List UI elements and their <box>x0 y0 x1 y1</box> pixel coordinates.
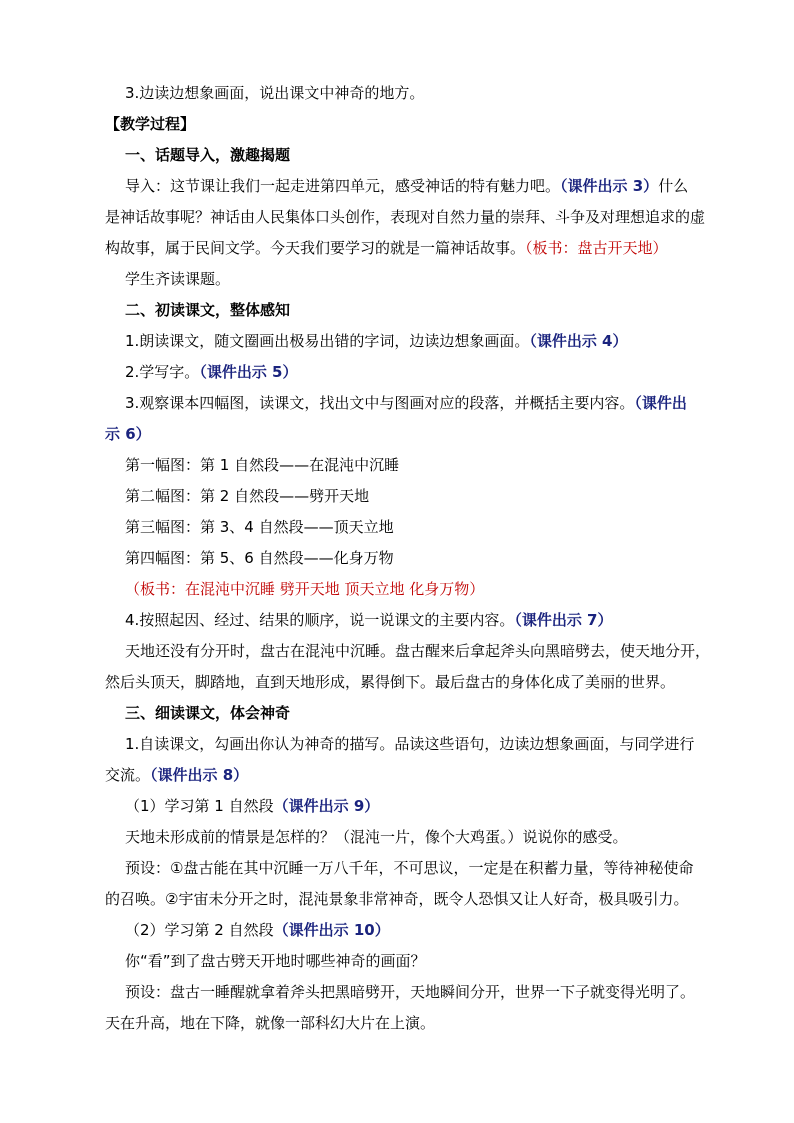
goal-item-3-text: 3.边读边想象画面，说出课文中神奇的地方。 <box>125 84 425 102</box>
read-title-text: 学生齐读课题。 <box>125 270 231 288</box>
courseware-callout-3: （课件出示 3） <box>560 177 659 195</box>
picture-4-text: 第四幅图：第 5、6 自然段——化身万物 <box>125 549 394 567</box>
sub-section-2-title <box>125 920 725 940</box>
section-3-item-1 <box>125 734 725 754</box>
picture-4-line <box>125 548 725 568</box>
sub-section-2-question-text: 你“看”到了盘古劈天开地时哪些神奇的画面？ <box>125 952 426 970</box>
courseware-callout-6b: 示 6） <box>105 425 151 443</box>
sub-section-2-question <box>125 951 725 971</box>
board-note-summary-text: （板书：在混沌中沉睡 劈开天地 顶天立地 化身万物） <box>125 580 485 598</box>
section-2-item-3-cont <box>105 424 705 444</box>
summary-text-2: 然后头顶天，脚踏地，直到天地形成，累得倒下。最后盘古的身体化成了美丽的世界。 <box>105 673 676 691</box>
process-title <box>105 114 705 134</box>
section-2-title <box>125 300 725 320</box>
sub-section-2-text: （2）学习第 2 自然段 <box>125 921 274 939</box>
section-1-intro-line-2 <box>105 207 705 227</box>
item-2-text: 2.学写字。 <box>125 363 200 381</box>
courseware-callout-5: （课件出示 5） <box>199 363 298 381</box>
section-1-title-text: 一、话题导入，激趣揭题 <box>125 146 291 164</box>
sub-section-1-preset-text-2: 的召唤。②宇宙未分开之时，混沌景象非常神奇，既令人恐惧又让人好奇，极具吸引力。 <box>105 890 689 908</box>
section-3-item-1-text-2: 交流。 <box>105 766 151 784</box>
sub-section-1-text: （1）学习第 1 自然段 <box>125 797 274 815</box>
item-3-text: 3.观察课本四幅图，读课文，找出文中与图画对应的段落，并概括主要内容。 <box>125 394 635 412</box>
intro-text-3: 构故事，属于民间文学。今天我们要学习的就是一篇神话故事。 <box>105 239 526 257</box>
picture-2-text: 第二幅图：第 2 自然段——劈开天地 <box>125 487 370 505</box>
sub-section-1-preset-2 <box>105 889 705 909</box>
item-1-text: 1.朗读课文，随文圈画出极易出错的字词，边读边想象画面。 <box>125 332 530 350</box>
picture-1-text: 第一幅图：第 1 自然段——在混沌中沉睡 <box>125 456 400 474</box>
section-1-read-title <box>125 269 725 289</box>
sub-section-2-preset-text-1: 预设：盘古一睡醒就拿着斧头把黑暗劈开，天地瞬间分开，世界一下子就变得光明了。 <box>125 983 696 1001</box>
courseware-callout-4: （课件出示 4） <box>529 332 628 350</box>
summary-line-1 <box>125 641 725 661</box>
courseware-callout-6a: （课件出 <box>634 394 687 412</box>
sub-section-2-preset-1 <box>125 982 725 1002</box>
item-4-text: 4.按照起因、经过、结果的顺序，说一说课文的主要内容。 <box>125 611 515 629</box>
intro-text-2: 是神话故事呢？神话由人民集体口头创作，表现对自然力量的崇拜、斗争及对理想追求的虚 <box>105 208 706 226</box>
section-2-item-3 <box>125 393 725 413</box>
section-2-item-1 <box>125 331 725 351</box>
board-note-title: （板书：盘古开天地） <box>525 239 668 257</box>
sub-section-2-preset-2 <box>105 1013 705 1033</box>
picture-3-line <box>125 517 725 537</box>
sub-section-1-preset-text-1: 预设：①盘古能在其中沉睡一万八千年，不可思议，一定是在积蓄力量，等待神秘使命 <box>125 859 694 877</box>
sub-section-1-question-text: 天地未形成前的情景是怎样的？（混沌一片，像个大鸡蛋。）说说你的感受。 <box>125 828 628 846</box>
board-note-summary <box>125 579 725 599</box>
section-2-item-2 <box>125 362 725 382</box>
sub-section-1-preset-1 <box>125 858 725 878</box>
section-3-title-text: 三、细读课文，体会神奇 <box>125 704 291 722</box>
section-1-intro-line-3 <box>105 238 705 258</box>
courseware-callout-8: （课件出示 8） <box>150 766 249 784</box>
picture-1-line <box>125 455 725 475</box>
courseware-callout-10: （课件出示 10） <box>273 921 390 939</box>
goal-item-3 <box>125 83 725 103</box>
intro-text-tail: 什么 <box>658 177 689 195</box>
summary-text-1: 天地还没有分开时，盘古在混沌中沉睡。盘古醒来后拿起斧头向黑暗劈去，使天地分开， <box>125 642 711 660</box>
section-3-item-1-text: 1.自读课文，勾画出你认为神奇的描写。品读这些语句，边读边想象画面，与同学进行 <box>125 735 695 753</box>
sub-section-1-question <box>125 827 725 847</box>
summary-line-2 <box>105 672 705 692</box>
section-3-title <box>125 703 725 723</box>
section-3-item-1-cont <box>105 765 705 785</box>
section-2-title-text: 二、初读课文，整体感知 <box>125 301 291 319</box>
picture-2-line <box>125 486 725 506</box>
section-2-item-4 <box>125 610 725 630</box>
picture-3-text: 第三幅图：第 3、4 自然段——顶天立地 <box>125 518 394 536</box>
process-title-text: 【教学过程】 <box>105 115 196 133</box>
intro-text: 导入：这节课让我们一起走进第四单元，感受神话的特有魅力吧。 <box>125 177 561 195</box>
courseware-callout-7: （课件出示 7） <box>514 611 613 629</box>
sub-section-2-preset-text-2: 天在升高，地在下降，就像一部科幻大片在上演。 <box>105 1014 436 1032</box>
section-1-intro-line-1 <box>125 176 725 196</box>
courseware-callout-9: （课件出示 9） <box>273 797 380 815</box>
section-1-title <box>125 145 725 165</box>
sub-section-1-title <box>125 796 725 816</box>
